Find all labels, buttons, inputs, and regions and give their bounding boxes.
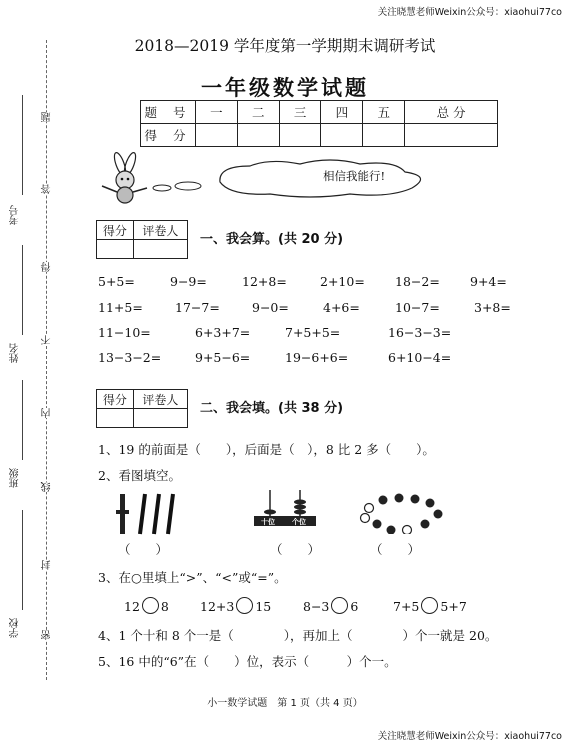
side-label-exam-number: 考号 xyxy=(10,205,21,225)
compare-4-left: 7+5 xyxy=(393,599,420,614)
calc-1-5: 18−2= xyxy=(395,274,440,289)
page-footer: 小一数学试题 第 1 页（共 4 页） xyxy=(207,698,363,709)
compare-1 xyxy=(124,597,169,614)
score-header-label: 题 号 xyxy=(141,101,196,124)
watermark-top: 关注晓慧老师Weixin公众号：xiaohui77co xyxy=(377,7,562,18)
abacus-ones-label: 个位 xyxy=(292,517,306,526)
grader-score-cell[interactable] xyxy=(97,409,134,428)
calc-3-3: 7+5+5= xyxy=(285,325,341,340)
thought-cloud-icon xyxy=(150,158,450,198)
calc-2-4: 4+6= xyxy=(323,300,360,315)
exam-title: 2018—2019 学年度第一学期期末调研考试 xyxy=(134,37,436,55)
slogan-text: 相信我能行! xyxy=(323,169,386,183)
calc-2-5: 10−7= xyxy=(395,300,440,315)
compare-1-circle[interactable] xyxy=(142,597,159,614)
calc-1-2: 9−9= xyxy=(170,274,207,289)
watermark-bottom: 关注晓慧老师Weixin公众号：xiaohui77co xyxy=(377,731,562,742)
side-char-1: 题 xyxy=(42,112,53,122)
grader-score-cell[interactable] xyxy=(97,240,134,259)
calc-3-1: 11−10= xyxy=(98,325,151,340)
picture-1-answer[interactable]: （ ） xyxy=(118,542,169,557)
grader-score-label: 得分 xyxy=(97,390,134,409)
compare-3-left: 8−3 xyxy=(303,599,330,614)
compare-2 xyxy=(200,597,271,614)
side-label-school: 学校 xyxy=(10,618,21,638)
compare-3 xyxy=(303,597,358,614)
calc-1-6: 9+4= xyxy=(470,274,507,289)
picture-3-answer[interactable]: （ ） xyxy=(370,542,421,557)
calc-4-1: 13−3−2= xyxy=(98,350,162,365)
score-header-total: 总 分 xyxy=(405,101,498,124)
side-char-7: 封 xyxy=(42,560,53,570)
score-header-3: 三 xyxy=(279,101,321,124)
grader-name-cell[interactable] xyxy=(133,409,187,428)
compare-3-right: 6 xyxy=(350,599,359,614)
compare-4 xyxy=(393,597,467,614)
compare-1-left: 12 xyxy=(124,599,140,614)
score-cell[interactable] xyxy=(363,124,405,147)
question-2: 2、看图填空。 xyxy=(98,468,181,483)
binding-dashed-line xyxy=(46,40,47,680)
grader-label: 评卷人 xyxy=(133,390,187,409)
calc-1-4: 2+10= xyxy=(320,274,365,289)
side-char-4: 不 xyxy=(42,335,53,345)
side-label-name: 姓名 xyxy=(10,343,21,363)
score-header-1: 一 xyxy=(196,101,238,124)
score-header-4: 四 xyxy=(321,101,363,124)
calc-1-1: 5+5= xyxy=(98,274,135,289)
section-2-title: 二、我会填。(共 38 分) xyxy=(200,401,344,416)
compare-2-left: 12+3 xyxy=(200,599,235,614)
question-5: 5、16 中的“6”在（ ）位，表示（ ）个一。 xyxy=(98,654,397,669)
calc-2-3: 9−0= xyxy=(252,300,289,315)
score-cell[interactable] xyxy=(196,124,238,147)
score-header-2: 二 xyxy=(237,101,279,124)
section-1-title: 一、我会算。(共 20 分) xyxy=(200,232,344,247)
compare-2-right: 15 xyxy=(255,599,272,614)
question-1: 1、19 的前面是（ ），后面是（ ），8 比 2 多（ ）。 xyxy=(98,442,435,457)
compare-4-right: 5+7 xyxy=(440,599,467,614)
question-4: 4、1 个十和 8 个一是（ ），再加上（ ）个一就是 20。 xyxy=(98,628,498,643)
side-char-3: 得 xyxy=(42,262,53,272)
calc-3-2: 6+3+7= xyxy=(195,325,251,340)
side-line-2 xyxy=(22,245,23,335)
score-row-label: 得 分 xyxy=(141,124,196,147)
side-char-8: 密 xyxy=(42,630,53,640)
question-3: 3、在○里填上“>”、“<”或“=”。 xyxy=(98,570,287,585)
score-cell[interactable] xyxy=(237,124,279,147)
score-table xyxy=(140,100,498,147)
compare-2-circle[interactable] xyxy=(236,597,253,614)
paper-title: 一年级数学试题 xyxy=(201,75,369,100)
grader-table-2 xyxy=(96,389,188,428)
calc-2-6: 3+8= xyxy=(474,300,511,315)
score-cell[interactable] xyxy=(405,124,498,147)
grader-label: 评卷人 xyxy=(133,221,187,240)
compare-4-circle[interactable] xyxy=(421,597,438,614)
side-char-6: 线 xyxy=(42,482,53,492)
grader-score-label: 得分 xyxy=(97,221,134,240)
rabbit-mascot-icon xyxy=(92,150,152,205)
compare-3-circle[interactable] xyxy=(331,597,348,614)
side-line-3 xyxy=(22,380,23,460)
side-label-class: 班级 xyxy=(10,468,21,488)
score-header-5: 五 xyxy=(363,101,405,124)
score-cell[interactable] xyxy=(279,124,321,147)
calc-4-3: 19−6+6= xyxy=(285,350,349,365)
calc-2-1: 11+5= xyxy=(98,300,143,315)
score-cell[interactable] xyxy=(321,124,363,147)
calc-4-2: 9+5−6= xyxy=(195,350,251,365)
side-line-4 xyxy=(22,510,23,610)
calc-1-3: 12+8= xyxy=(242,274,287,289)
side-line-1 xyxy=(22,95,23,195)
calc-4-4: 6+10−4= xyxy=(388,350,452,365)
compare-1-right: 8 xyxy=(160,599,169,614)
sticks-picture-icon xyxy=(112,492,187,537)
picture-2-answer[interactable]: （ ） xyxy=(270,542,321,557)
abacus-tens-label: 十位 xyxy=(261,517,275,526)
bead-necklace-icon xyxy=(355,492,450,534)
calc-2-2: 17−7= xyxy=(175,300,220,315)
calc-3-4: 16−3−3= xyxy=(388,325,452,340)
grader-table-1 xyxy=(96,220,188,259)
grader-name-cell[interactable] xyxy=(133,240,187,259)
side-char-5: 内 xyxy=(42,408,53,418)
side-char-2: 答 xyxy=(42,184,53,194)
